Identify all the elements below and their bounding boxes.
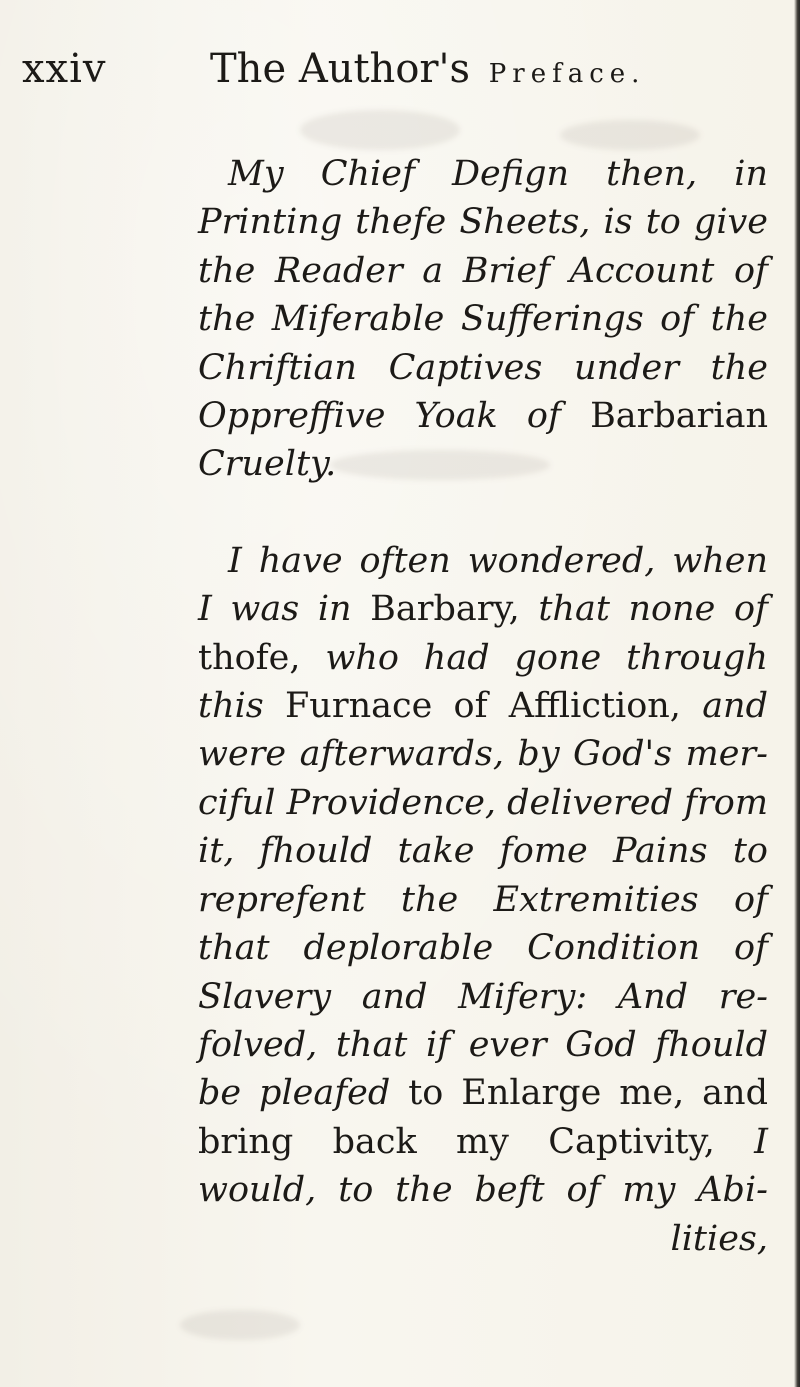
text-line <box>198 827 768 875</box>
running-head <box>210 46 645 92</box>
paragraph-gap <box>198 489 768 537</box>
text-line <box>198 924 768 972</box>
page-smudge <box>560 120 700 150</box>
italic-text: Chriftian Captives under the <box>198 347 768 388</box>
running-head-title: The Author's <box>210 46 471 92</box>
page-edge <box>794 0 800 1387</box>
text-line <box>198 876 768 924</box>
text-line <box>198 1021 768 1069</box>
italic-text: that none of <box>538 589 769 630</box>
paragraph <box>198 150 768 489</box>
text-line <box>198 779 768 827</box>
italic-text: My Chief Defign then, in <box>228 154 768 194</box>
text-line <box>198 1118 768 1166</box>
italic-text: this <box>198 686 286 727</box>
italic-text: Printing thefe Sheets, is to give <box>198 202 768 243</box>
text-line <box>198 730 768 778</box>
roman-text: Furnace of Affliction, <box>285 686 703 727</box>
text-line <box>198 585 768 633</box>
text-line <box>198 1166 768 1214</box>
text-line <box>198 198 768 246</box>
page-smudge <box>300 110 460 150</box>
italic-text: I was in <box>198 589 371 630</box>
roman-text: Barbarian <box>590 396 768 437</box>
italic-text: would, to the beft of my Abi- <box>198 1170 768 1211</box>
text-line <box>198 344 768 392</box>
italic-text: who had gone through <box>325 637 768 678</box>
page-smudge <box>180 1310 300 1340</box>
italic-text: were afterwards, by God's mer- <box>198 734 768 775</box>
body-text <box>198 150 768 1263</box>
italic-text: reprefent the Extremities of <box>198 879 768 920</box>
text-line <box>198 150 768 198</box>
roman-text: Barbary, <box>370 589 539 630</box>
italic-text: the Reader a Brief Account of <box>198 250 768 291</box>
text-line <box>198 634 768 682</box>
italic-text: and <box>702 686 769 727</box>
text-line <box>198 973 768 1021</box>
text-line <box>198 1069 768 1117</box>
italic-text: be pleafed <box>198 1073 409 1114</box>
italic-text: Oppreffive Yoak of <box>198 396 591 437</box>
italic-text: Slavery and Mifery: And re- <box>198 976 768 1017</box>
italic-text: I <box>754 1121 768 1162</box>
text-line <box>198 682 768 730</box>
page-number: xxiv <box>22 46 107 92</box>
text-line <box>198 1215 768 1263</box>
italic-text: the Miferable Sufferings of the <box>198 299 768 340</box>
roman-text: bring back my Captivity, <box>198 1121 755 1162</box>
roman-text: to Enlarge me, and <box>408 1073 768 1114</box>
text-line <box>198 440 768 488</box>
italic-text: Cruelty. <box>198 444 337 485</box>
text-line <box>198 247 768 295</box>
italic-text: ciful Providence, delivered from <box>198 782 769 823</box>
paragraph <box>198 537 768 1263</box>
italic-text: lities, <box>670 1218 768 1259</box>
text-line <box>198 392 768 440</box>
page-header <box>22 46 760 106</box>
roman-text: thofe, <box>198 637 326 678</box>
running-head-smallcaps: Preface. <box>488 59 646 89</box>
italic-text: that deplorable Condition of <box>198 928 768 969</box>
italic-text: folved, that if ever God fhould <box>198 1024 768 1065</box>
italic-text: I have often wondered, when <box>228 540 768 581</box>
text-line <box>198 295 768 343</box>
italic-text: it, fhould take fome Pains to <box>198 831 768 872</box>
text-line <box>198 537 768 585</box>
